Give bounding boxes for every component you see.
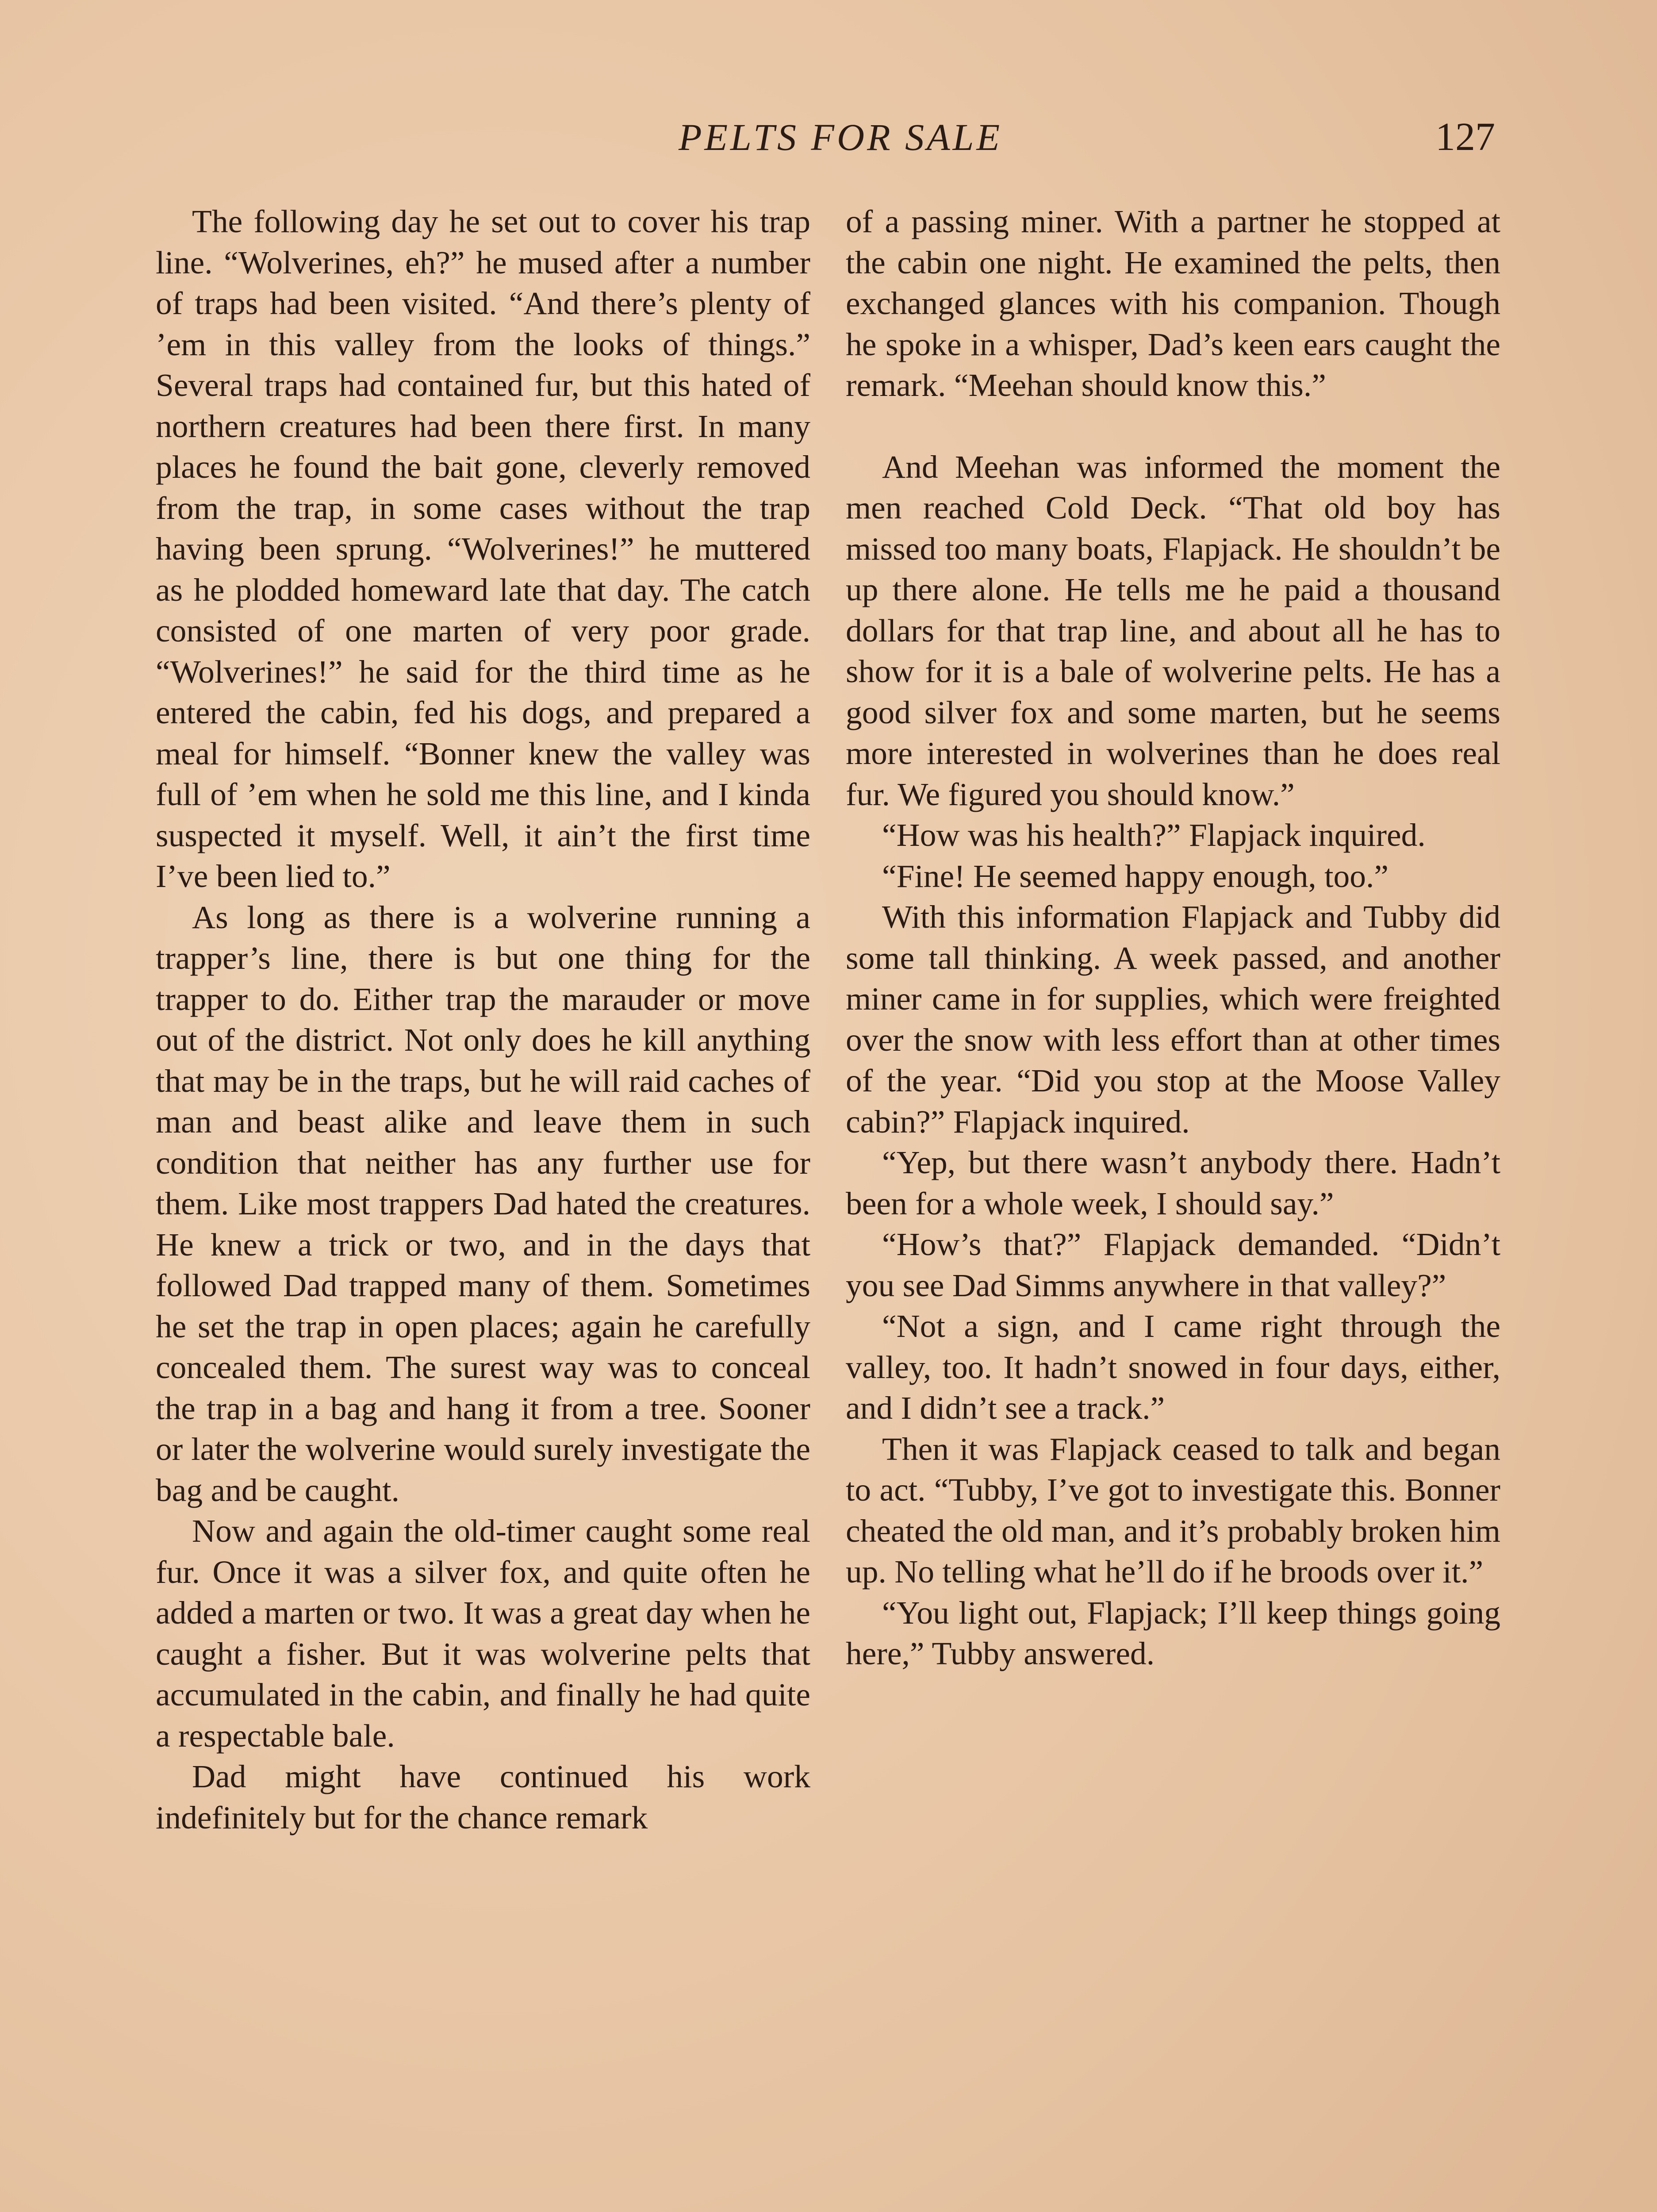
paragraph: “Not a sign, and I came right through the valley, too. It hadn’t snowed in four days, either, and I didn’t see a track.” (846, 1308, 1500, 1426)
paragraph-continuation: of a passing miner. With a partner he stopped at the cabin one night. He examined the pelts, then exchanged glances with his companion. Though he spoke in a whisper, Dad’s keen ears caught the remark. “Meehan should know this.” (846, 204, 1500, 403)
paragraph: The following day he set out to cover his trap line. “Wolverines, eh?” he mused after a number of traps had been visited. “And there’s plenty of ’em in this valley from the looks of things.” Several traps had contained fur, but this hated of northern creatures had been there first. In many places he found the bait gone, cleverly removed from the trap, in some cases without the trap having been sprung. “Wolverines!” he muttered as he plodded homeward late that day. The catch consisted of one marten of very poor grade. “Wolverines!” he said for the third time as he entered the cabin, fed his dogs, and prepared a meal for himself. “Bonner knew the valley was full of ’em when he sold me this line, and I kinda suspected it myself. Well, it ain’t the first time I’ve been lied to.” (156, 204, 810, 894)
paragraph: Dad might have continued his work indefinitely but for the chance remark (156, 1759, 810, 1836)
paragraph: “Yep, but there wasn’t anybody there. Hadn’t been for a whole week, I should say.” (846, 1144, 1500, 1221)
running-title: PELTS FOR SALE (678, 116, 1003, 158)
paragraph: “How’s that?” Flapjack demanded. “Didn’t you see Dad Simms anywhere in that valley?” (846, 1226, 1500, 1303)
paragraph: Now and again the old-timer caught some real fur. Once it was a silver fox, and quite often he added a marten or two. It was a great day when he caught a fisher. But it was wolverine pelts that accumulated in the cabin, and finally he had quite a respectable bale. (156, 1513, 810, 1754)
paragraph: And Meehan was informed the moment the men reached Cold Deck. “That old boy has missed too many boats, Flapjack. He shouldn’t be up there alone. He tells me he paid a thousand dollars for that trap line, and about all he has to show for it is a bale of wolverine pelts. He has a good silver fox and some marten, but he seems more interested in wolverines than he does real fur. We figured you should know.” (846, 449, 1500, 812)
paragraph: With this information Flapjack and Tubby did some tall thinking. A week passed, and another miner came in for supplies, which were freighted over the snow with less effort than at other times of the year. “Did you stop at the Moose Valley cabin?” Flapjack inquired. (846, 899, 1500, 1140)
right-column (846, 201, 1500, 1674)
page-number: 127 (1435, 115, 1495, 159)
paragraph: Then it was Flapjack ceased to talk and began to act. “Tubby, I’ve got to investigate this. Bonner cheated the old man, and it’s probably broken him up. No telling what he’ll do if he broods over it.” (846, 1431, 1500, 1590)
paragraph: “How was his health?” Flapjack inquired. (882, 817, 1426, 853)
running-head (0, 106, 1657, 168)
paragraph: As long as there is a wolverine running a trapper’s line, there is but one thing for the trapper to do. Either trap the marauder or move out of the district. Not only does he kill anything that may be in the traps, but he will raid caches of man and beast alike and leave them in such condition that neither has any further use for them. Like most trappers Dad hated the creatures. He knew a trick or two, and in the days that followed Dad trapped many of them. Sometimes he set the trap in open places; again he carefully concealed them. The surest way was to conceal the trap in a bag and hang it from a tree. Sooner or later the wolverine would surely investigate the bag and be caught. (156, 899, 810, 1508)
paragraph: “You light out, Flapjack; I’ll keep things going here,” Tubby answered. (846, 1594, 1500, 1671)
paragraph: “Fine! He seemed happy enough, too.” (882, 858, 1389, 894)
left-column (156, 201, 810, 1838)
